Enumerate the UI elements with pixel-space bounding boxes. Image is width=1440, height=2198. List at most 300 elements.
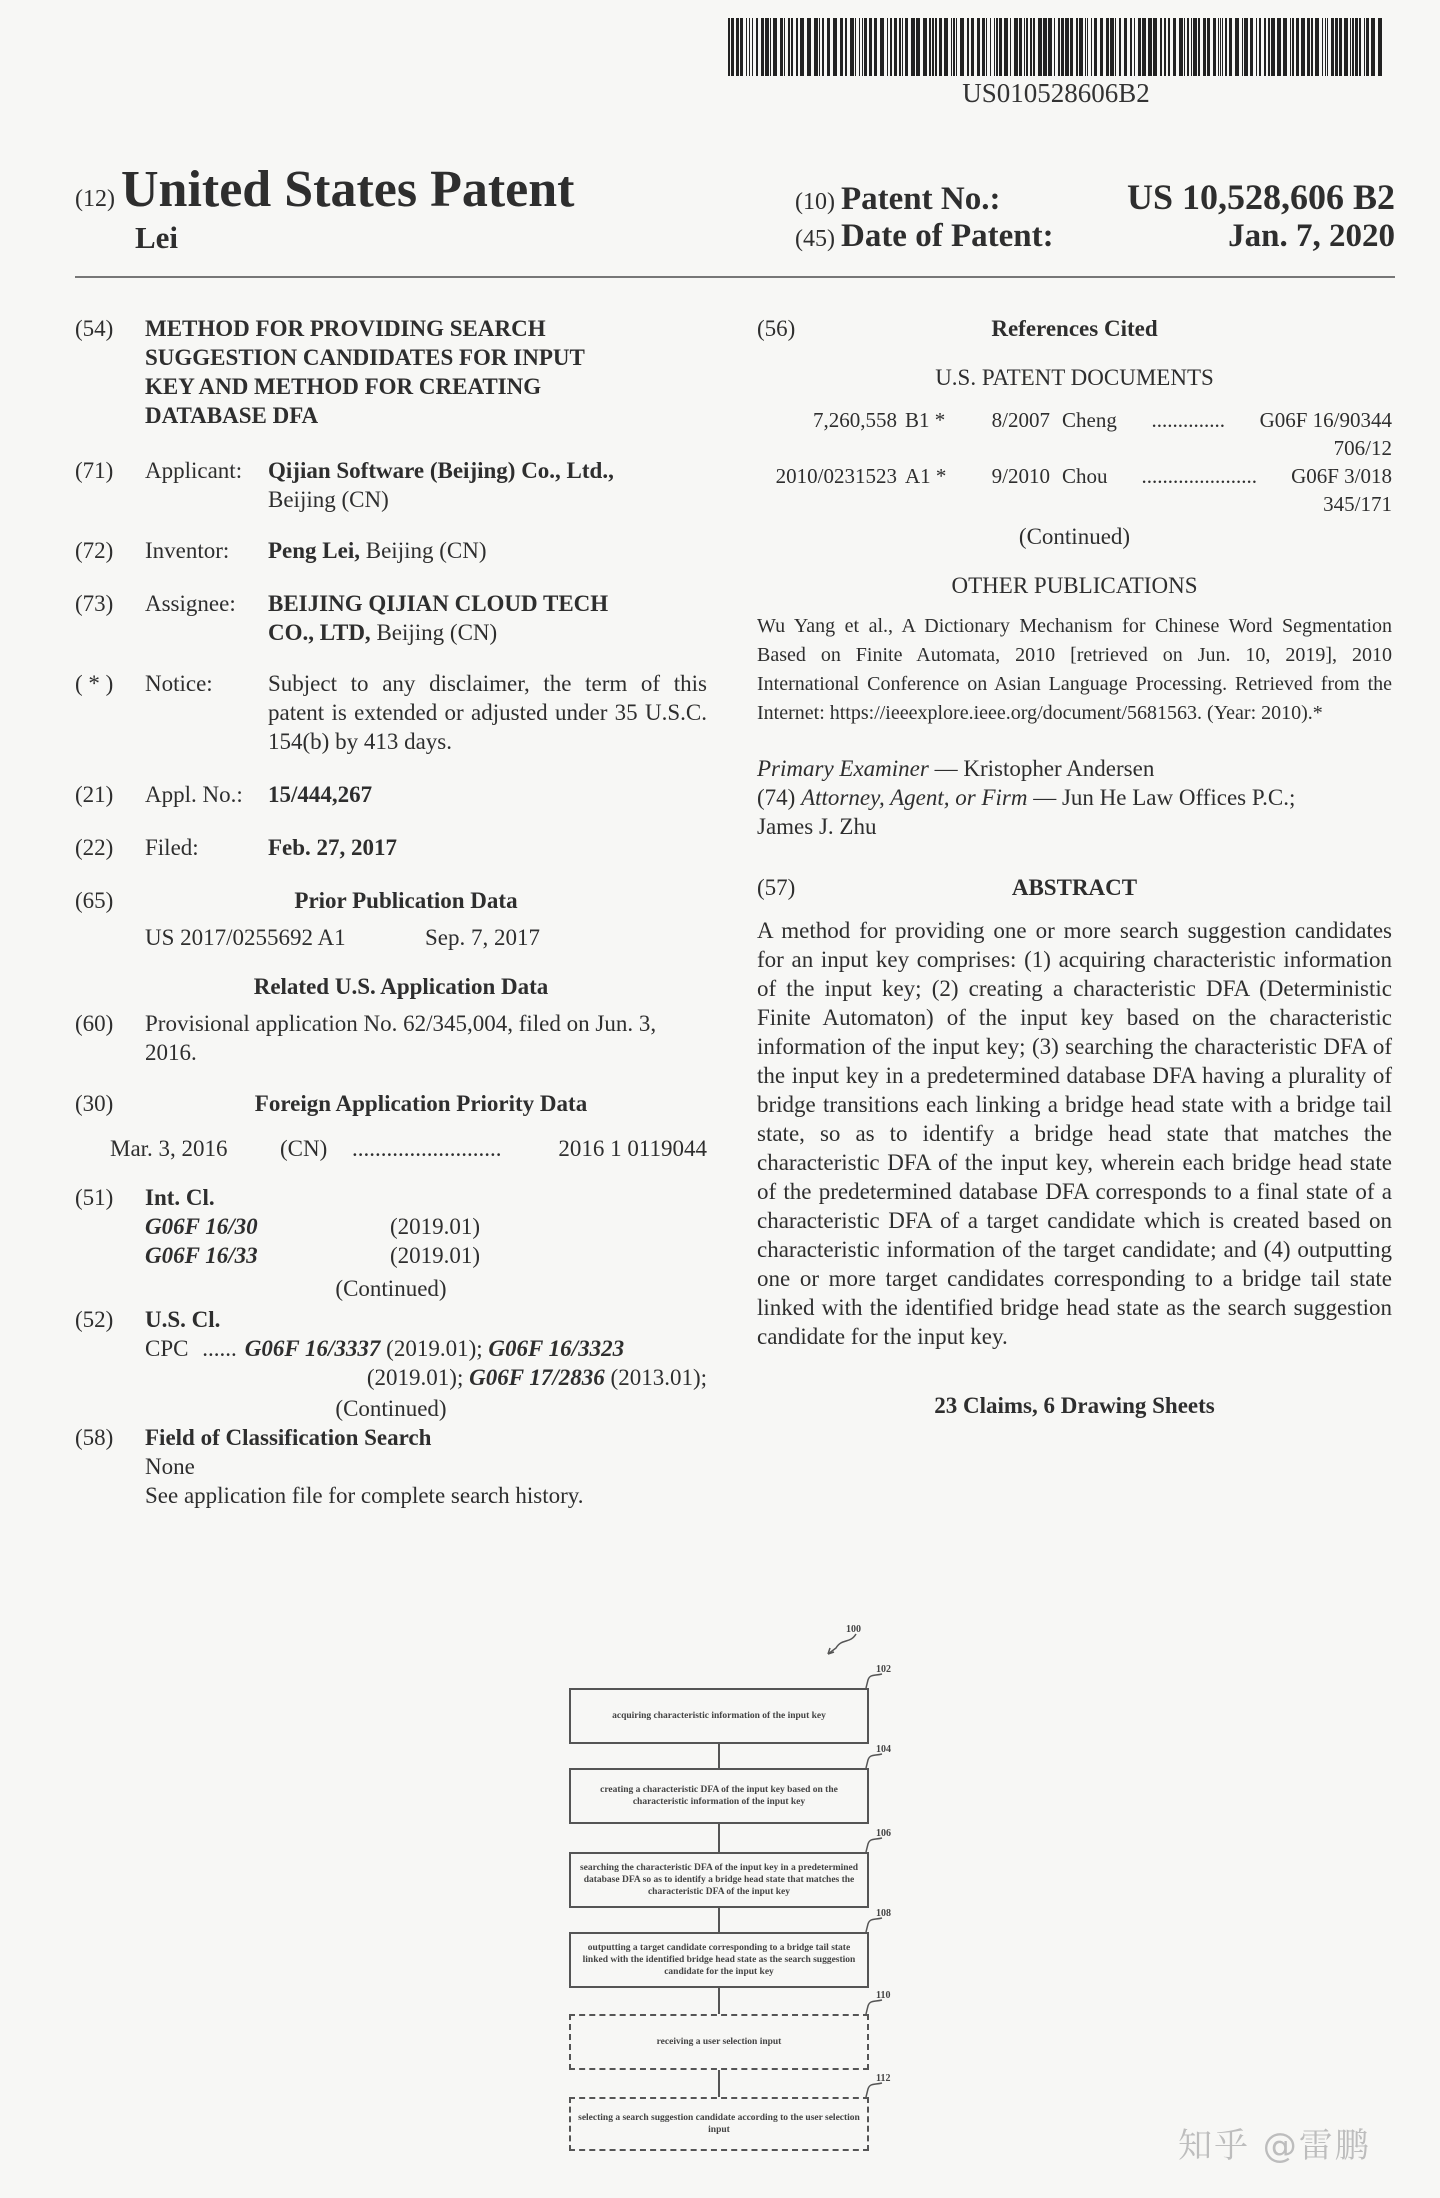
inid-code: (52) [75,1307,114,1332]
reference-name: Cheng [1062,408,1117,432]
flowchart-step-text: receiving a user selection input [656,2037,782,2047]
barcode-bar [822,18,824,76]
barcode-bar [850,18,854,76]
barcode-bar [935,18,937,76]
barcode-bar [765,18,769,76]
barcode-bar [840,18,843,76]
prior-publication-field [75,886,707,915]
barcode-bar [1173,18,1176,76]
barcode-bar [855,18,856,76]
inid-code: (51) [75,1185,114,1210]
attorney-line [757,783,1392,841]
filed-field [75,833,707,862]
barcode-bar [788,18,790,76]
priority-number: 2016 1 0119044 [558,1136,707,1161]
int-cl-field [75,1183,707,1303]
inid-code: (74) [757,785,796,810]
barcode-bar [784,18,785,76]
figure-reference-label: 100 [846,1624,861,1635]
barcode-bar [899,18,901,76]
barcode-bar [887,18,888,76]
barcode-bar [1048,18,1052,76]
flowchart-step-ref: 112 [876,2073,891,2084]
section-heading: Related U.S. Application Data [253,974,549,999]
field-label: Inventor: [145,538,230,563]
classification-version: (2019.01) [390,1214,481,1239]
barcode-bar [1364,18,1365,76]
inid-code: (56) [757,316,796,341]
subsection-heading: U.S. PATENT DOCUMENTS [935,365,1214,390]
continued-note: (Continued) [335,1276,447,1301]
barcode-bar [869,18,872,76]
barcode-bar [1198,18,1200,76]
claims-summary: 23 Claims, 6 Drawing Sheets [934,1393,1215,1418]
barcode-bar [859,18,860,76]
prior-publication-row [75,923,707,952]
barcode-bar [1085,18,1086,76]
flowchart-connector [718,1744,720,1768]
barcode-bar [749,18,750,76]
barcode-bar [814,18,818,76]
barcode-bar [1019,18,1022,76]
continued-note: (Continued) [335,1396,447,1421]
barcode-bar [1325,18,1326,76]
leader-line-icon [856,1836,886,1856]
foreign-priority-field [75,1089,707,1118]
inid-code: (73) [75,591,114,616]
barcode-bar [1184,18,1185,76]
cpc-version: (2013.01); [604,1365,707,1390]
barcode-bar [1164,18,1166,76]
applicant-field [75,456,707,514]
barcode-bar [996,18,998,76]
barcode-bar [1213,18,1216,76]
examiner-name: Kristopher Andersen [963,756,1155,781]
priority-country: (CN) [280,1136,328,1161]
barcode-bar [780,18,783,76]
inid-code-45: (45) [795,226,835,252]
barcode-bar [967,18,969,76]
field-label: Assignee: [145,591,236,616]
barcode-bar [977,18,980,76]
barcode-bar [951,18,952,76]
field-search-value: None [145,1454,195,1479]
patent-number-block [795,176,1395,260]
barcode-bar [1148,18,1152,76]
inventor-field [75,536,707,565]
barcode-bar [1207,18,1210,76]
barcode-bar [761,18,764,76]
reference-class: G06F 3/018 [1291,464,1392,488]
barcode-bar [1014,18,1018,76]
flowchart-step-text: acquiring characteristic information of the input key [612,1711,826,1721]
barcode-bar [800,18,804,76]
inid-code: ( * ) [75,671,114,696]
dash: — [1027,785,1062,810]
barcode-bar [1106,18,1109,76]
section-heading: Prior Publication Data [294,888,518,913]
flowchart-step-ref: 108 [876,1908,891,1919]
inid-code: (58) [75,1425,114,1450]
barcode-bar [1250,18,1253,76]
dash: — [928,756,964,781]
barcode-bar [1235,18,1239,76]
leader-dots: ...................... [1141,464,1258,488]
references-list [757,406,1392,518]
barcode-bar [746,18,747,76]
barcode-bar [990,18,991,76]
assignee-name-cont: CO., LTD, [268,620,371,645]
representative-figure [540,1600,900,2190]
reference-date: 8/2007 [991,408,1050,432]
barcode-bar [986,18,987,76]
title-field [75,314,707,430]
document-type-title: United States Patent [120,161,575,218]
inid-code: (57) [757,875,796,900]
references-field [757,314,1392,343]
inid-code: (65) [75,888,114,913]
barcode-bar [1138,18,1141,76]
barcode-bar [1030,18,1032,76]
barcode-bar [756,18,758,76]
leader-dots: ...... [202,1336,237,1361]
barcode-bar [1094,18,1097,76]
leader-dots: .............. [1151,408,1225,432]
appl-no-field [75,780,707,809]
us-cl-field [75,1305,707,1423]
barcode-bar [1124,18,1127,76]
barcode-bar [1179,18,1183,76]
barcode-bar [1296,18,1299,76]
section-heading: References Cited [991,316,1158,341]
barcode-bar [1292,18,1294,76]
cpc-label: CPC [145,1336,189,1361]
flowchart-step [569,1852,869,1908]
barcode-bar [770,18,771,76]
barcode-bar [1119,18,1121,76]
application-number: 15/444,267 [268,782,373,807]
title-line: DATABASE DFA [145,403,319,428]
reference-date: 9/2010 [991,464,1050,488]
other-publication: Wu Yang et al., A Dictionary Mechanism for Chinese Word Segmentation Based on Finite Automata, 2010 [retrieved on Jun. 10, 2019], 2010 International Conference on Asian Language Processing. Retrieved from the Internet: https://ieeexplore.ieee.org/document/5681563. (Year: 2010).* [757,615,1392,724]
filing-date: Feb. 27, 2017 [268,835,398,860]
barcode-bar [1311,18,1313,76]
barcode-bar [1378,18,1382,76]
barcode-bar [1344,18,1348,76]
barcode-bar [1134,18,1135,76]
inid-code-12: (12) [75,186,115,212]
barcode-bar [939,18,942,76]
header-divider [75,276,1395,278]
flowchart-step [569,1932,869,1988]
notice-text: Subject to any disclaimer, the term of this patent is extended or adjusted under 35 U.S.C. 154(b) by 413 days. [268,671,707,754]
continued-note: (Continued) [1018,524,1131,549]
reference-row [757,406,1392,434]
patent-header-title [75,160,575,229]
inid-code: (72) [75,538,114,563]
barcode-bar [1301,18,1305,76]
field-label: Notice: [145,671,213,696]
barcode-bar [1352,18,1354,76]
assignee-location: Beijing (CN) [370,620,498,645]
inid-code-10: (10) [795,189,835,215]
figure-leader-arrow-icon [820,1630,860,1660]
barcode-bar [1033,18,1035,76]
barcode-bar [1054,18,1055,76]
barcode-bar [1142,18,1146,76]
barcode-bar [1087,18,1088,76]
examiner-label: Primary Examiner [757,756,929,781]
leader-dots: .......................... [352,1136,502,1161]
barcode-bar [960,18,964,76]
barcode-bar [1191,18,1192,76]
flowchart-step-ref: 104 [876,1744,891,1755]
flowchart-step-ref: 110 [876,1990,891,2001]
barcode-bar [894,18,897,76]
reference-number: 2010/0231523 [775,464,897,488]
barcode-bar [971,18,974,76]
leader-line-icon [856,1672,886,1692]
barcode-bar [1058,18,1060,76]
barcode-bar [1203,18,1206,76]
barcode-bar [1335,18,1338,76]
inventor-location: Beijing (CN) [360,538,487,563]
field-heading: U.S. Cl. [145,1307,221,1332]
field-label: Filed: [145,835,199,860]
barcode-bar [1010,18,1011,76]
barcode-bar [994,18,995,76]
provisional-field [75,1009,707,1067]
barcode-bar [773,18,777,76]
leader-line-icon [856,1998,886,2018]
int-cl-row [145,1241,707,1270]
barcode-bar [1115,18,1116,76]
barcode-bar [1307,18,1310,76]
date-label: Date of Patent: [840,218,1054,254]
flowchart-step-text: selecting a search suggestion candidate according to the user selection input [578,2113,860,2135]
field-heading: Int. Cl. [145,1185,215,1210]
barcode-bar [1070,18,1073,76]
barcode-bar [740,18,743,76]
inid-code: (30) [75,1091,114,1116]
barcode-bar [1268,18,1270,76]
barcode-bar [1242,18,1243,76]
field-label: Appl. No.: [145,782,243,807]
assignee-field [75,589,707,647]
int-cl-row [145,1212,707,1241]
flowchart-step [569,1768,869,1824]
reference-us-class: 706/12 [1333,436,1392,460]
title-line: SUGGESTION CANDIDATES FOR INPUT [145,345,585,370]
field-of-search-field [75,1423,707,1510]
barcode-bar [902,18,903,76]
examiner-line [757,754,1392,783]
priority-date: Mar. 3, 2016 [110,1136,228,1161]
barcode-bar [1229,18,1232,76]
barcode-bar [833,18,837,76]
barcode-bar [1315,18,1319,76]
reference-kind: A1 * [905,464,947,488]
barcode-bar [1220,18,1221,76]
barcode-bar [731,18,734,76]
barcode-bar [956,18,957,76]
barcode-bar [953,18,955,76]
flowchart-connector [718,2070,720,2097]
barcode-bar [1222,18,1223,76]
section-heading: Foreign Application Priority Data [254,1091,588,1116]
barcode-bar [1110,18,1114,76]
inid-code: (71) [75,458,114,483]
barcode-bar [874,18,877,76]
barcode-bar [1043,18,1047,76]
reference-name: Chou [1062,464,1108,488]
barcode-bar [1130,18,1132,76]
assignee-name: BEIJING QIJIAN CLOUD TECH [268,591,609,616]
barcode-bar [923,18,927,76]
reference-number: 7,260,558 [813,408,897,432]
barcode-bar [1187,18,1189,76]
barcode-bar [1079,18,1083,76]
classification: G06F 16/33 [145,1243,258,1268]
reference-class: G06F 16/90344 [1259,408,1392,432]
barcode-bar [862,18,863,76]
patent-number: US 10,528,606 B2 [1126,177,1395,217]
patent-date: Jan. 7, 2020 [1228,218,1395,254]
attorney-name: Jun He Law Offices P.C.; James J. Zhu [757,785,1296,839]
publication-number: US 2017/0255692 A1 [145,925,346,950]
barcode-bar [1026,18,1028,76]
barcode-bar [880,18,884,76]
field-heading: Field of Classification Search [145,1425,432,1450]
barcode-bar [728,18,730,76]
flowchart-step-text: outputting a target candidate corresponding to a bridge tail state linked with the identified bridge head state as the search suggestion candidate for the input key [582,1943,856,1977]
cpc-line [145,1334,707,1363]
barcode-bar [1168,18,1170,76]
barcode-bar [1264,18,1266,76]
flowchart-step-ref: 106 [876,1828,891,1839]
barcode-bar [752,18,753,76]
barcode-bar [929,18,931,76]
barcode-bar [1283,18,1287,76]
abstract-text: A method for providing one or more search suggestion candidates for an input key comprises: (1) acquiring characteristic information of the input key; (2) creating a characteristic DFA (Deterministic Finite Automaton) of the input key based on the characteristic information of the input key; (3) searching the characteristic DFA of the input key in a predetermined database DFA having a plurality of bridge transitions each linking a bridge head state with a bridge tail state, so as to identify a bridge head state that matches the characteristic DFA of the input key, wherein each bridge head state of the predetermined database DFA corresponds to a final state of a characteristic DFA of a target candidate which is created based on characteristic information of the target candidate; and (4) outputting one or more target candidates corresponding to a bridge tail state linked with the identified bridge head state as the search suggestion candidate for the input key. [757,918,1392,1349]
barcode-bar [807,18,811,76]
barcode-bar [1350,18,1351,76]
cpc-line [145,1363,707,1392]
barcode-bar [982,18,985,76]
attorney-label: Attorney, Agent, or Firm [801,785,1028,810]
barcode-bar [1160,18,1162,76]
barcode-bar [1061,18,1064,76]
barcode-bar [1322,18,1323,76]
barcode-bar [864,18,867,76]
classification-version: (2019.01) [390,1243,481,1268]
cpc-class: G06F 17/2836 [469,1365,605,1390]
barcode [720,18,1392,76]
barcode-bar [944,18,948,76]
inid-code: (60) [75,1011,114,1036]
flowchart-step-text: searching the characteristic DFA of the input key in a predetermined database DFA so as to identify a bridge head state that matches the characteristic DFA of the input key [579,1863,859,1897]
barcode-bar [1244,18,1248,76]
classification: G06F 16/30 [145,1214,258,1239]
flowchart-step [569,1688,869,1744]
barcode-bar [1277,18,1281,76]
leader-line-icon [856,1752,886,1772]
barcode-bar [1225,18,1227,76]
field-label: Applicant: [145,458,243,483]
barcode-bar [1091,18,1092,76]
flowchart-connector [718,1824,720,1852]
foreign-priority-row [75,1134,707,1163]
barcode-bar [1366,18,1369,76]
barcode-bar [1038,18,1042,76]
left-column [75,314,707,1510]
right-column [757,314,1392,1420]
barcode-bar [1100,18,1103,76]
barcode-number: US010528606B2 [962,78,1150,108]
barcode-bar [1359,18,1361,76]
barcode-bar [1065,18,1069,76]
barcode-bar [1271,18,1275,76]
reference-kind: B1 * [905,408,946,432]
reference-row [757,462,1392,490]
barcode-bar [1371,18,1375,76]
watermark: 知乎 @雷鹏 [1178,2126,1371,2166]
barcode-bar [1024,18,1025,76]
barcode-bar [1331,18,1334,76]
barcode-bar [932,18,934,76]
flowchart-step-text: creating a characteristic DFA of the input key based on the characteristic information of the input key [600,1785,838,1807]
cpc-class: G06F 16/3323 [488,1336,625,1361]
leader-line-icon [856,2081,886,2101]
barcode-bar [1004,18,1008,76]
barcode-bar [736,18,739,76]
barcode-bar [999,18,1002,76]
flowchart-connector [718,1908,720,1932]
barcode-bar [1076,18,1078,76]
cpc-version: (2019.01); [366,1365,470,1390]
cpc-version: (2019.01); [380,1336,489,1361]
notice-field [75,669,707,756]
barcode-bar [1153,18,1157,76]
patent-no-label: Patent No.: [840,181,1001,217]
inventor-surname: Lei [135,220,179,255]
inid-code: (22) [75,835,114,860]
inid-code: (21) [75,782,114,807]
barcode-bar [890,18,892,76]
inid-code: (54) [75,316,114,341]
barcode-bar [1339,18,1342,76]
barcode-bar [791,18,793,76]
barcode-bar [905,18,908,76]
flowchart-step [569,2097,869,2151]
barcode-bar [827,18,830,76]
barcode-bar [1218,18,1219,76]
applicant-name: Qijian Software (Beijing) Co., Ltd., [268,458,614,483]
abstract-field [757,873,1392,902]
flowchart-connector [718,1988,720,2014]
inventor-name: Peng Lei, [268,538,360,563]
cpc-class: G06F 16/3337 [244,1336,381,1361]
reference-us-class: 345/171 [1323,492,1392,516]
barcode-bar [1193,18,1197,76]
barcode-bar [911,18,915,76]
title-line: METHOD FOR PROVIDING SEARCH [145,316,546,341]
title-line: KEY AND METHOD FOR CREATING [145,374,542,399]
flowchart-step-ref: 102 [876,1664,891,1675]
barcode-bar [819,18,820,76]
barcode-bar [1290,18,1291,76]
provisional-text: Provisional application No. 62/345,004, filed on Jun. 3, 2016. [145,1011,657,1065]
